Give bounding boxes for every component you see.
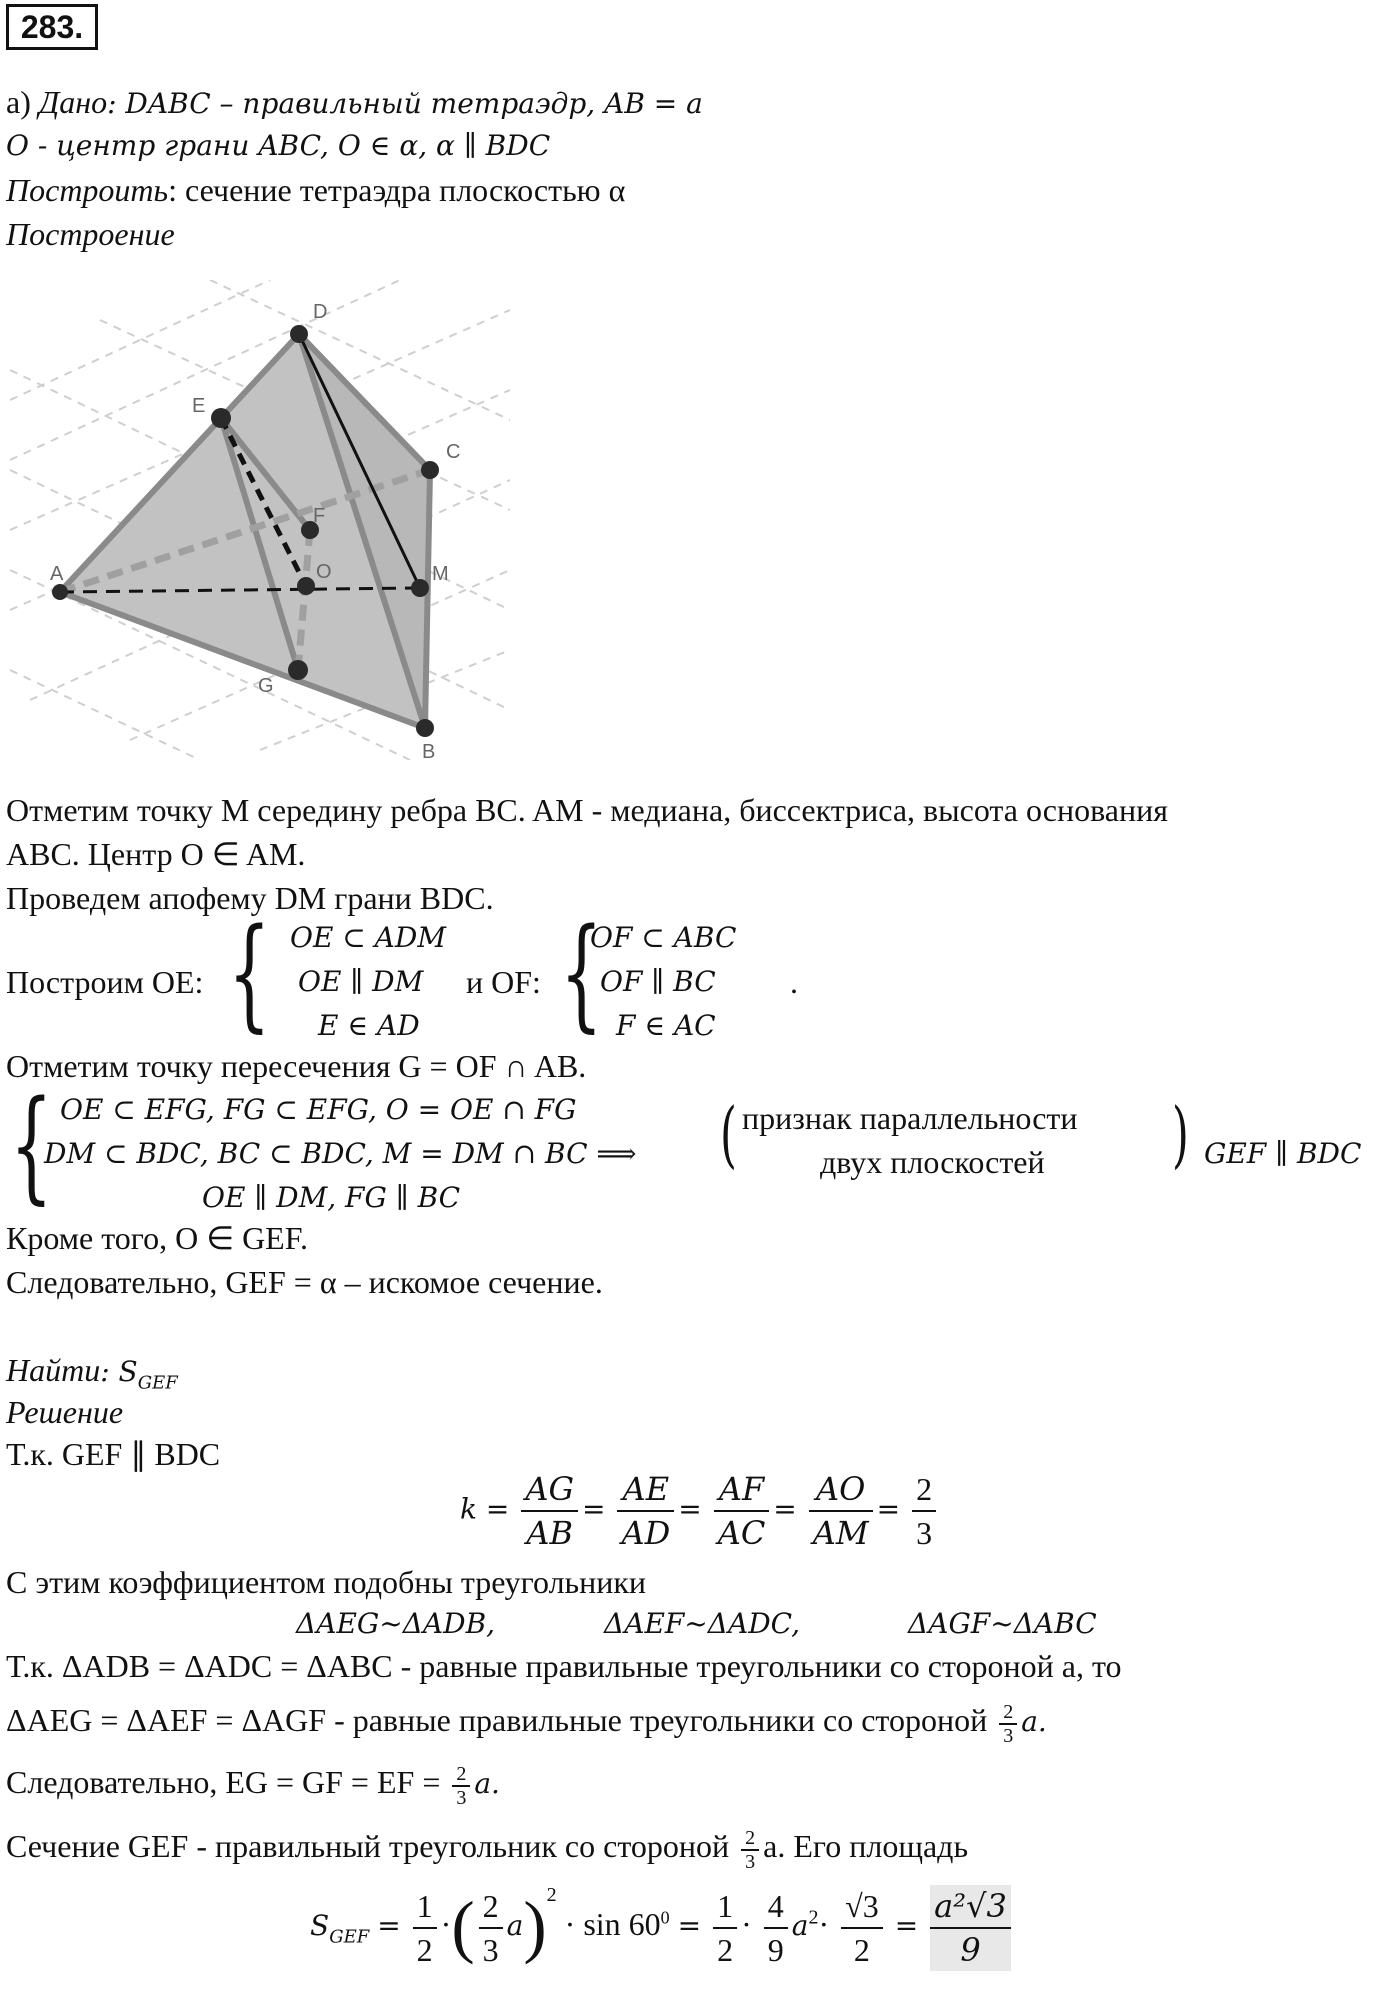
system-brace-2: { [560, 902, 603, 1044]
paragraph-6: Следовательно, GEF = α – искомое сечение. [6, 1264, 603, 1300]
construction-label: Построение [6, 216, 175, 252]
system-3-result: GEF ∥ BDC [1204, 1137, 1362, 1170]
criterion-close-paren: ) [1172, 1092, 1189, 1176]
given-line-1 [6, 82, 703, 124]
system-1-row-3: E ∈ AD [318, 1009, 420, 1042]
area-formula: $S_{GEF}$ = $\frac{1}{2}$ ·( $\frac{2}{3}$ $a)^2 \cdot \sin 60^0$ = $\frac{1}{2}$ · $\frac{4}{9}$ $a^2\cdot$ $\frac{√3}{2}$ = $\frac{\text{a²√3}}{9}$ [310, 1884, 1015, 1971]
construct-of-lead: и OF: [466, 964, 541, 1000]
given-text: : DABC – правильный тетраэдр, AB = a [107, 87, 703, 120]
similarity-1: ΔAEG~ΔADB, [296, 1607, 496, 1640]
tetrahedron-figure [10, 280, 510, 760]
svg-text:F: F [313, 505, 326, 527]
construct-oe-lead: Построим OE: [6, 964, 204, 1000]
system-2-row-3: F ∈ AC [616, 1009, 716, 1042]
task-line [6, 170, 625, 210]
solution-line-5: Следовательно, EG = GF = EF = $\frac{2}{3}$ a. [6, 1762, 500, 1809]
ratio-equation: k = $\frac{AG}{AB}$ = $\frac{AE}{AD}$ = $\frac{AF}{AC}$ = $\frac{AO}{AM}$ = $\frac{2}{3}$ [460, 1468, 940, 1554]
solution-line-6: Сечение GEF - правильный треугольник со стороной $\frac{2}{3}$ a. Его площадь [6, 1826, 969, 1873]
similarity-2: ΔAEF~ΔADC, [604, 1607, 800, 1640]
fraction-half-2: $\frac{1}{2}$ [713, 1885, 737, 1971]
system-2-row-2: OF ∥ BC [600, 965, 716, 998]
fraction-two-thirds: $\frac{2}{3}$ [999, 1701, 1017, 1747]
criterion-line-1: признак параллельности [742, 1100, 1078, 1136]
paragraph-4: Отметим точку пересечения G = OF ∩ AB. [6, 1048, 587, 1084]
paragraph-1b: ABC. Центр O ∈ AM. [6, 836, 306, 872]
criterion-open-paren: ( [720, 1092, 737, 1176]
fraction-root3-half: $\frac{√3}{2}$ [841, 1885, 883, 1971]
find-label: Найти [6, 1352, 101, 1388]
ratio-ao-am: $\frac{AO}{AM}$ [809, 1468, 873, 1554]
svg-text:A: A [50, 563, 64, 585]
ratio-af-ac: $\frac{AF}{AC}$ [714, 1468, 770, 1554]
find-subscript: GEF [137, 1372, 178, 1394]
fraction-two-thirds: $\frac{2}{3}$ [452, 1763, 470, 1809]
task-text: : сечение тетраэдра плоскостью α [168, 172, 626, 208]
system-3-row-1: OE ⊂ EFG, FG ⊂ EFG, O = OE ∩ FG [60, 1093, 577, 1126]
solution-label: Решение [6, 1394, 124, 1430]
fraction-two-thirds: $\frac{2}{3}$ [741, 1827, 759, 1873]
criterion-line-2: двух плоскостей [820, 1144, 1045, 1180]
svg-text:E: E [192, 395, 206, 417]
svg-text:B: B [422, 741, 436, 760]
paragraph-5: Кроме того, O ∈ GEF. [6, 1220, 308, 1256]
find-text: : S [100, 1355, 138, 1388]
similarity-3: ΔAGF~ΔABC [908, 1607, 1097, 1640]
solution-line-4: ΔAEG = ΔAEF = ΔAGF - равные правильные треугольники со стороной $\frac{2}{3}$ a. [6, 1700, 1047, 1747]
task-label: Построить [6, 172, 169, 208]
part-label: а) [6, 84, 39, 120]
system-2-row-1: OF ⊂ ABC [590, 921, 737, 954]
ratio-two-thirds: $\frac{2}{3}$ [912, 1468, 936, 1554]
system-3-row-2: DM ⊂ BDC, BC ⊂ BDC, M = DM ∩ BC ⟹ [44, 1137, 637, 1170]
svg-text:C: C [446, 441, 461, 463]
fraction-four-ninths: $\frac{4}{9}$ [764, 1885, 788, 1971]
fraction-half: $\frac{1}{2}$ [413, 1885, 437, 1971]
paragraph-1a: Отметим точку M середину ребра BC. AM - медиана, биссектриса, высота основания [6, 792, 1168, 828]
fraction-two-thirds-squared: $\frac{2}{3}$ [479, 1885, 503, 1971]
system-1-row-1: OE ⊂ ADM [290, 921, 446, 954]
system-brace-1: { [228, 902, 271, 1044]
problem-number: 283. [6, 4, 98, 50]
solution-line-2: С этим коэффициентом подобны треугольники [6, 1564, 647, 1600]
area-result: $\frac{\text{a²√3}}{9}$ [930, 1885, 1011, 1971]
svg-text:D: D [313, 301, 328, 323]
ratio-ag-ab: $\frac{AG}{AB}$ [521, 1468, 578, 1554]
svg-text:O: O [316, 561, 332, 583]
system-1-row-2: OE ∥ DM [298, 965, 424, 998]
svg-text:G: G [258, 675, 274, 697]
svg-text:M: M [432, 563, 449, 585]
solution-line-3: Т.к. ΔADB = ΔADC = ΔABC - равные правильные треугольники со стороной a, то [6, 1648, 1122, 1684]
ratio-ae-ad: $\frac{AE}{AD}$ [617, 1468, 674, 1554]
system-brace-3: { [10, 1074, 53, 1216]
k-lhs: k = [460, 1492, 510, 1526]
given-label: Дано [38, 84, 108, 120]
system-3-row-3: OE ∥ DM, FG ∥ BC [202, 1181, 461, 1214]
construct-end: . [790, 964, 798, 1000]
paragraph-2: Проведем апофему DM грани BDC. [6, 880, 494, 916]
solution-line-1: Т.к. GEF ∥ BDC [6, 1436, 221, 1472]
given-line-2: O - центр грани ABC, O ∈ α, α ∥ BDC [6, 129, 551, 162]
